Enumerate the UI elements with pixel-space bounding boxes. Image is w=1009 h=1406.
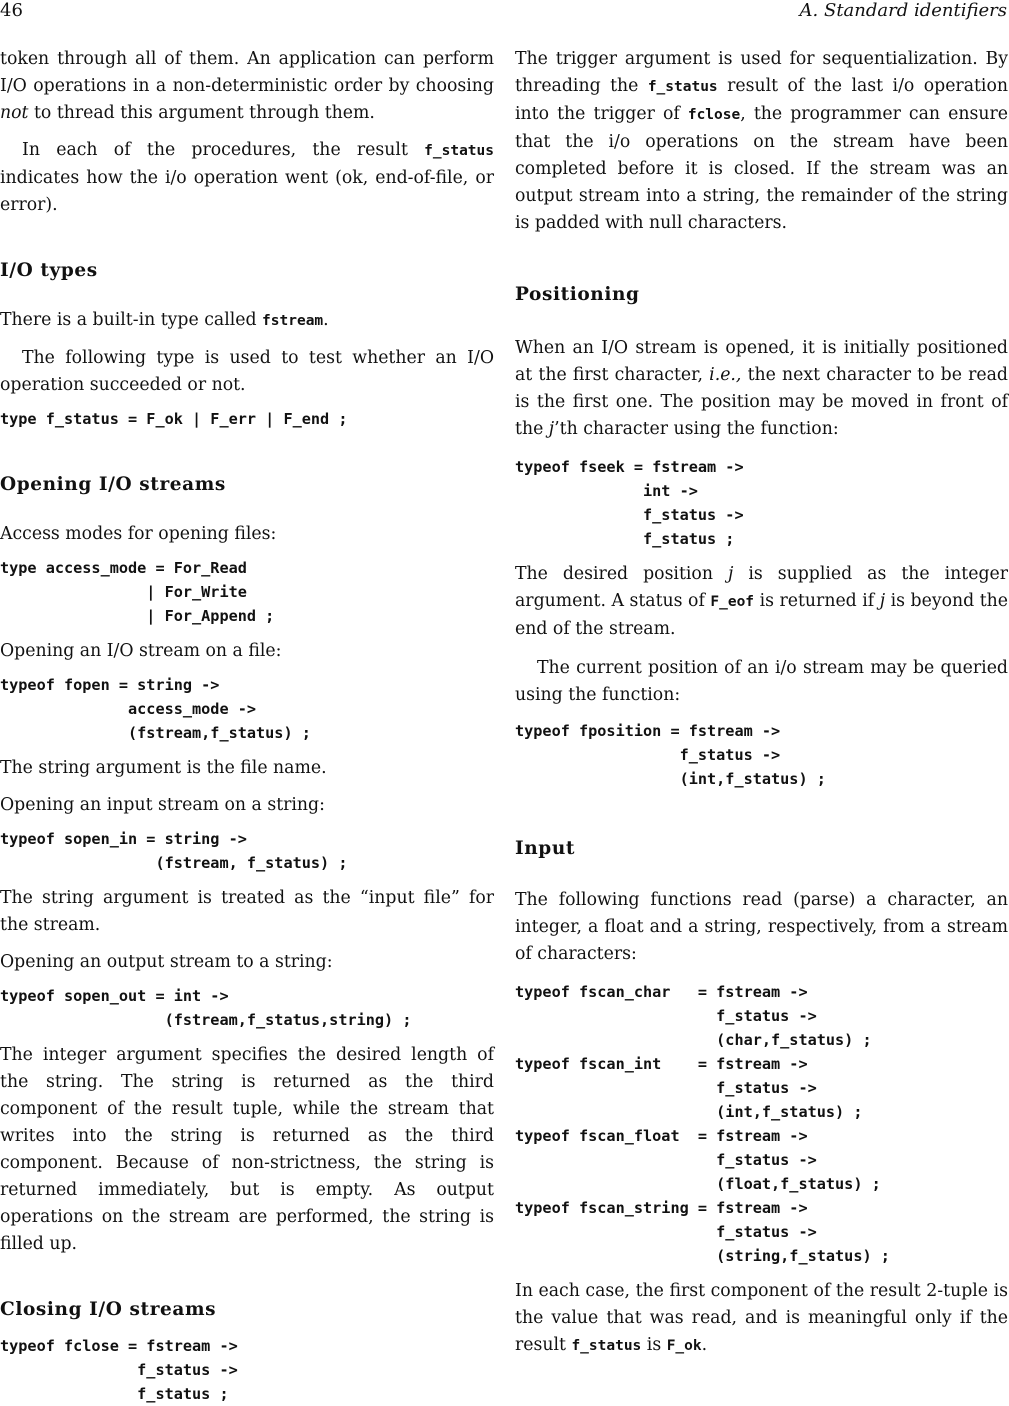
code-sopen-in: typeof sopen_in = string -> (fstream, f_status) ; <box>0 830 348 872</box>
paragraph-input-file: The string argument is treated as the “input file” for the stream. <box>0 888 494 935</box>
running-header <box>0 0 1009 24</box>
paragraph-f-status-result: In each of the procedures, the result f_status indicates how the i/o operation went (ok, end-of-file, or error). <box>0 140 494 215</box>
code-sopen-out: typeof sopen_out = int -> (fstream,f_status,string) ; <box>0 987 412 1029</box>
code-fseek: typeof fseek = fstream -> int -> f_status -> f_status ; <box>515 458 744 548</box>
code-access-mode-type: type access_mode = For_Read | For_Write | For_Append ; <box>0 559 275 625</box>
paragraph-status-type-intro: The following type is used to test whether an I/O operation succeeded or not. <box>0 348 494 395</box>
heading-positioning: Positioning <box>515 284 640 305</box>
paragraph-open-file: Opening an I/O stream on a file: <box>0 641 282 661</box>
heading-io-types: I/O types <box>0 260 98 281</box>
paragraph-trigger-argument: The trigger argument is used for sequentialization. By threading the f_status result of the last i/o operation into the trigger of fclose, the programmer can ensure that the i/o operations on the stream have been completed before it is closed. If the stream was an output stream into a string, the remainder of the string is padded with null characters. <box>515 49 1008 233</box>
paragraph-result-tuple: In each case, the first component of the result 2-tuple is the value that was read, and is meaningful only if the result f_status is F_ok. <box>515 1281 1008 1355</box>
page-number: 46 <box>0 0 23 21</box>
left-column <box>0 46 494 1406</box>
paragraph-threading: token through all of them. An application can perform I/O operations in a non-deterministic order by choosing not to thread this argument through them. <box>0 49 494 123</box>
paragraph-access-modes: Access modes for opening files: <box>0 524 277 544</box>
paragraph-read-functions: The following functions read (parse) a character, an integer, a float and a string, respectively, from a stream of characters: <box>515 890 1008 964</box>
code-fscan-functions: typeof fscan_char = fstream -> f_status -> (char,f_status) ; typeof fscan_int = fstream -> f_status -> (int,f_status) ; typeof fscan_float = fstream -> f_status -> (float,f_status) ; typeof fscan_string = fstream -> f_status -> (string,f_status) ; <box>515 983 890 1265</box>
paragraph-current-position: The current position of an i/o stream may be queried using the function: <box>515 658 1008 705</box>
paragraph-fstream-type: There is a built-in type called fstream. <box>0 310 329 330</box>
code-f-status-type: type f_status = F_ok | F_err | F_end ; <box>0 410 348 428</box>
paragraph-integer-argument: The integer argument specifies the desired length of the string. The string is returned as the third component of the result tuple, while the stream that writes into the string is returned as the third component. Because of non-strictness, the string is returned immediately, but is empty. As output operations on the stream are performed, the string is filled up. <box>0 1045 494 1254</box>
paragraph-open-output-string: Opening an output stream to a string: <box>0 952 333 972</box>
section-title: A. Standard identifiers <box>799 0 1007 21</box>
right-column <box>515 46 1008 1360</box>
code-fposition: typeof fposition = fstream -> f_status -> (int,f_status) ; <box>515 722 826 788</box>
paragraph-desired-position: The desired position j is supplied as the integer argument. A status of F_eof is returned if j is beyond the end of the stream. <box>515 564 1009 639</box>
heading-closing-streams: Closing I/O streams <box>0 1299 217 1320</box>
heading-input: Input <box>515 838 576 859</box>
heading-opening-streams: Opening I/O streams <box>0 474 226 495</box>
code-fclose: typeof fclose = fstream -> f_status -> f_status ; <box>0 1337 238 1403</box>
paragraph-file-name: The string argument is the file name. <box>0 758 327 778</box>
paragraph-initial-position: When an I/O stream is opened, it is initially positioned at the first character, i.e., the next character to be read is the first one. The position may be moved in front of the j’th character using the function: <box>515 338 1008 439</box>
paragraph-open-input-string: Opening an input stream on a string: <box>0 795 325 815</box>
code-fopen: typeof fopen = string -> access_mode -> (fstream,f_status) ; <box>0 676 311 742</box>
